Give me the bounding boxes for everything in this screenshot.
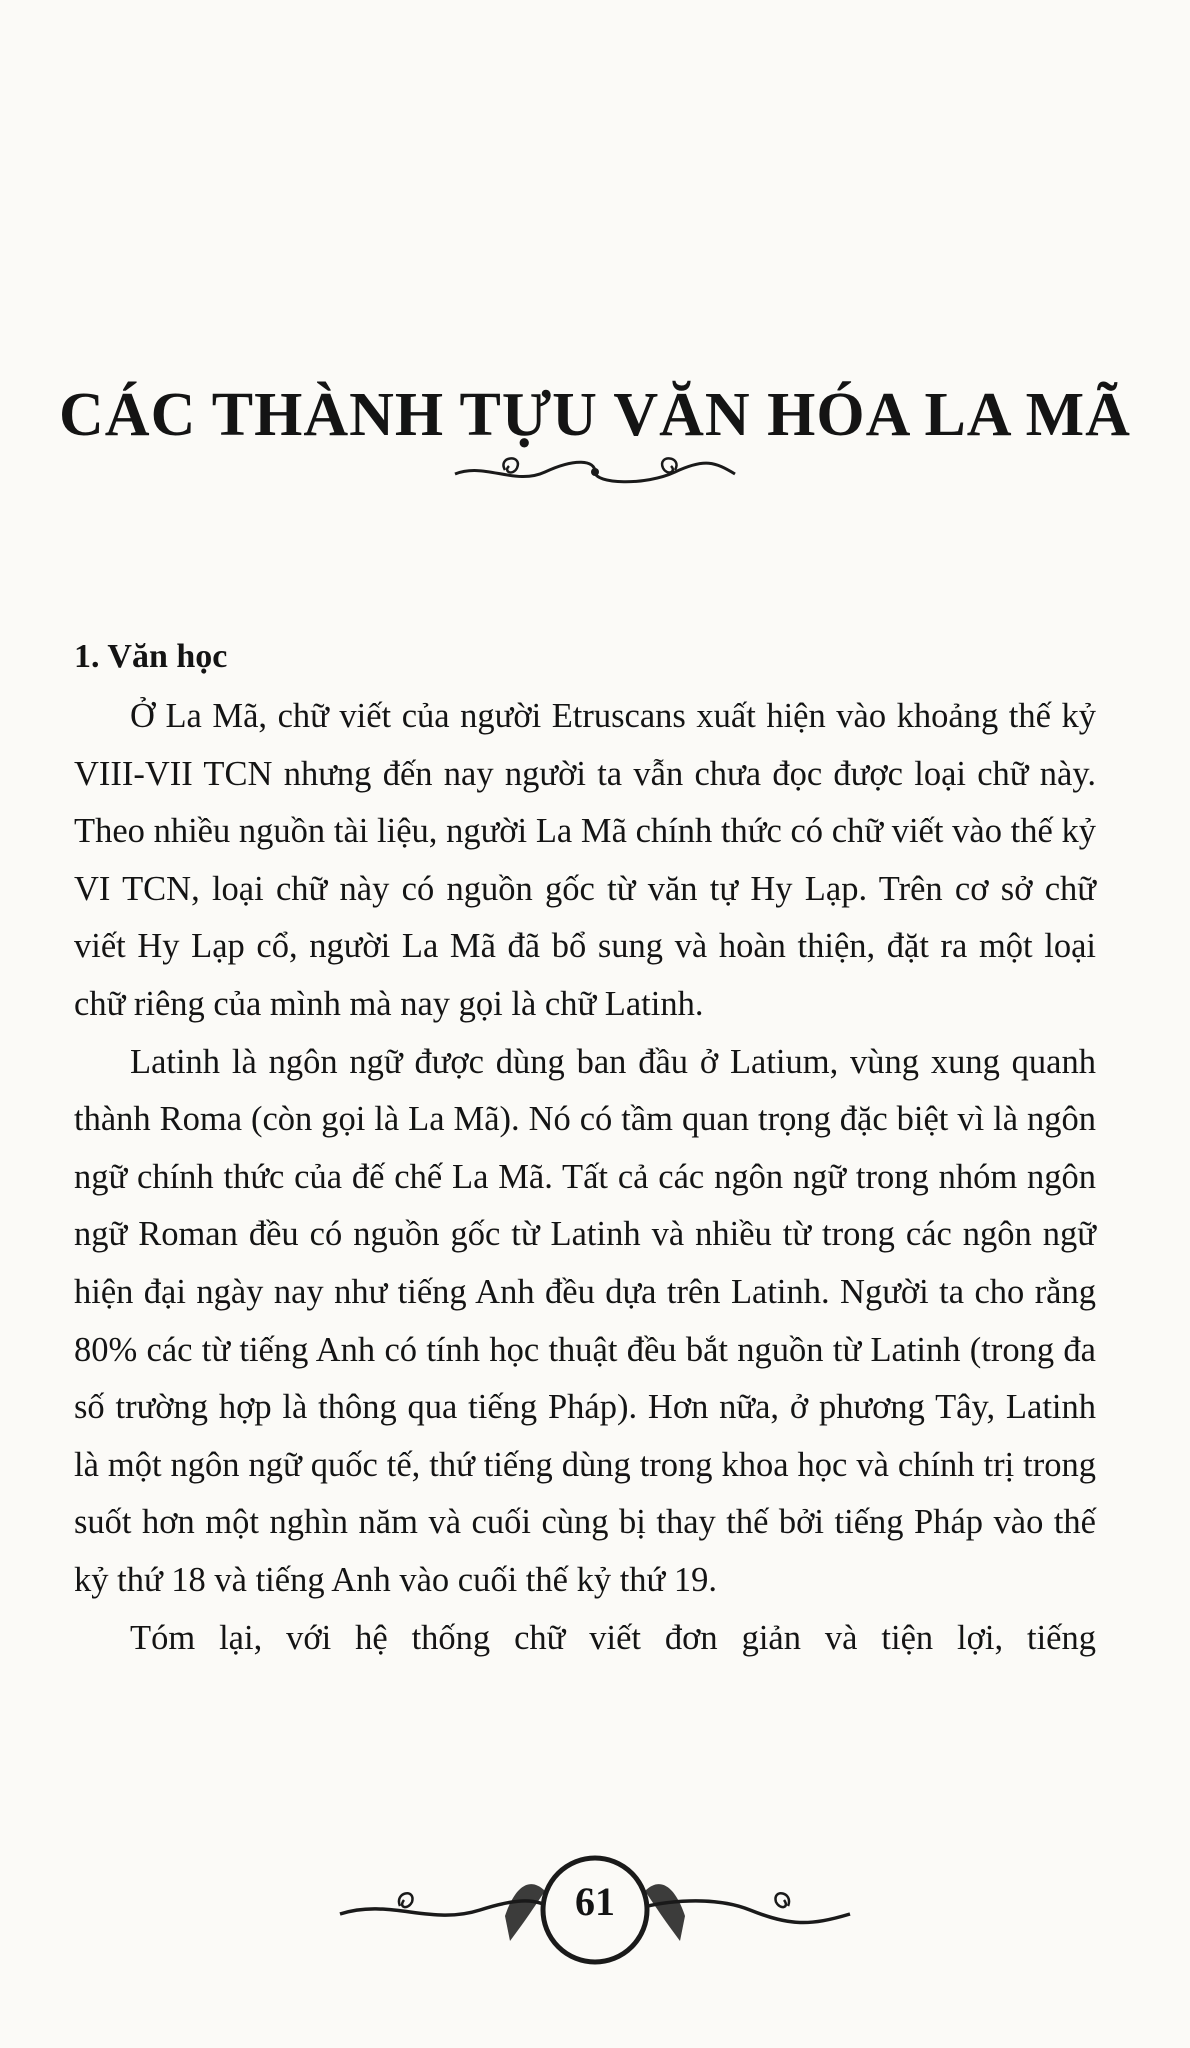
section-heading: 1. Văn học (74, 638, 228, 675)
title-flourish-ornament (445, 452, 745, 492)
chapter-title: CÁC THÀNH TỰU VĂN HÓA LA MÃ (59, 381, 1131, 449)
paragraph-3: Tóm lại, với hệ thống chữ viết đơn giản và tiện lợi, tiếng (130, 1618, 1096, 1657)
body-text (74, 688, 1096, 1667)
paragraph-2: Latinh là ngôn ngữ được dùng ban đầu ở Latium, vùng xung quanh thành Roma (còn gọi là La Mã). Nó có tầm quan trọng đặc biệt vì là ngôn ngữ chính thức của đế chế La Mã. Tất cả các ngôn ngữ trong nhóm ngôn ngữ Roman đều có nguồn gốc từ Latinh và nhiều từ trong các ngôn ngữ hiện đại ngày nay như tiếng Anh đều dựa trên Latinh. Người ta cho rằng 80% các từ tiếng Anh có tính học thuật đều bắt nguồn từ Latinh (trong đa số trường hợp là thông qua tiếng Pháp). Hơn nữa, ở phương Tây, Latinh là một ngôn ngữ quốc tế, thứ tiếng dùng trong khoa học và chính trị trong suốt hơn một nghìn năm và cuối cùng bị thay thế bởi tiếng Pháp vào thế kỷ thứ 18 và tiếng Anh vào cuối thế kỷ thứ 19. (74, 1042, 1096, 1599)
paragraph-1: Ở La Mã, chữ viết của người Etruscans xuất hiện vào khoảng thế kỷ VIII-VII TCN nhưng đến nay người ta vẫn chưa đọc được loại chữ này. Theo nhiều nguồn tài liệu, người La Mã chính thức có chữ viết vào thế kỷ VI TCN, loại chữ này có nguồn gốc từ văn tự Hy Lạp. Trên cơ sở chữ viết Hy Lạp cổ, người La Mã đã bổ sung và hoàn thiện, đặt ra một loại chữ riêng của mình mà nay gọi là chữ Latinh. (74, 697, 1096, 1023)
page-number: 61 (575, 1879, 615, 1924)
